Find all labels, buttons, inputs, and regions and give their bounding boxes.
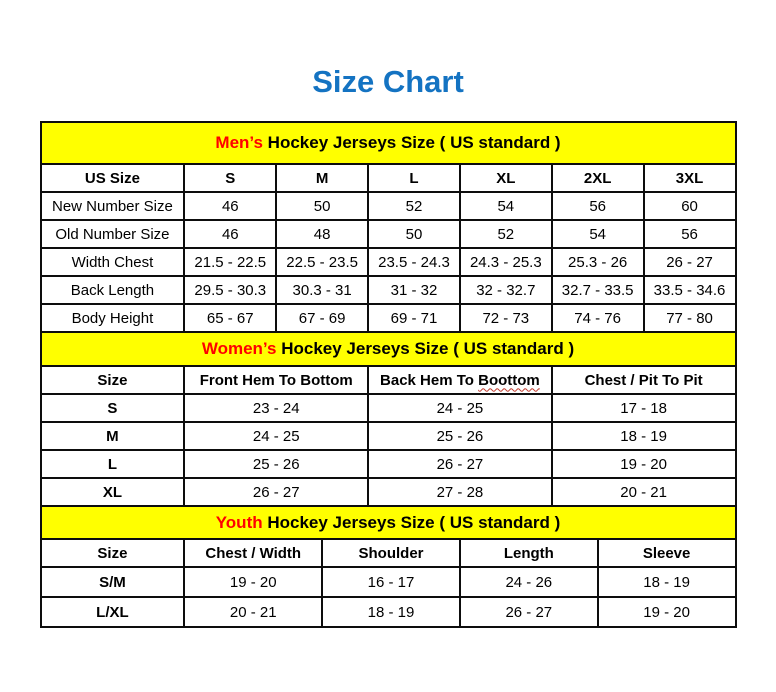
size-cell: 23 - 24 [184, 394, 368, 422]
column-header: 2XL [552, 164, 644, 192]
size-cell: 31 - 32 [368, 276, 460, 304]
table-row [41, 276, 736, 304]
size-cell: 18 - 19 [552, 422, 736, 450]
size-cell: 29.5 - 30.3 [184, 276, 276, 304]
size-cell: 56 [552, 192, 644, 220]
womens-column-header-row [41, 366, 736, 394]
size-cell: 33.5 - 34.6 [644, 276, 736, 304]
size-cell: 26 - 27 [184, 478, 368, 506]
size-cell: 16 - 17 [322, 567, 460, 597]
size-cell: 17 - 18 [552, 394, 736, 422]
table-row [41, 478, 736, 506]
misspelled-word: Boottom [478, 371, 540, 389]
column-header: Chest / Pit To Pit [552, 366, 736, 394]
size-cell: 18 - 19 [322, 597, 460, 627]
size-cell: 25 - 26 [368, 422, 552, 450]
womens-section-heading [41, 332, 736, 366]
mens-size-table [40, 121, 737, 333]
size-cell: 52 [368, 192, 460, 220]
column-header: XL [460, 164, 552, 192]
size-cell: 21.5 - 22.5 [184, 248, 276, 276]
size-cell: 60 [644, 192, 736, 220]
column-header: Sleeve [598, 539, 736, 567]
size-cell: 19 - 20 [598, 597, 736, 627]
table-row [41, 304, 736, 332]
youth-heading-highlight: Youth [215, 512, 263, 532]
row-label: L/XL [41, 597, 185, 627]
size-cell: 48 [276, 220, 368, 248]
column-header: L [368, 164, 460, 192]
size-cell: 19 - 20 [184, 567, 322, 597]
size-cell: 26 - 27 [368, 450, 552, 478]
youth-banner-row [41, 506, 736, 539]
size-cell: 25.3 - 26 [552, 248, 644, 276]
table-row [41, 450, 736, 478]
size-cell: 77 - 80 [644, 304, 736, 332]
size-cell: 50 [368, 220, 460, 248]
womens-size-table [40, 331, 737, 507]
column-header: Shoulder [322, 539, 460, 567]
size-cell: 72 - 73 [460, 304, 552, 332]
size-cell: 19 - 20 [552, 450, 736, 478]
table-row [41, 248, 736, 276]
youth-heading-rest: Hockey Jerseys Size ( US standard ) [262, 512, 561, 532]
size-cell: 46 [184, 220, 276, 248]
size-cell: 67 - 69 [276, 304, 368, 332]
size-cell: 30.3 - 31 [276, 276, 368, 304]
row-label: L [41, 450, 185, 478]
size-cell: 26 - 27 [460, 597, 598, 627]
womens-heading-rest: Hockey Jerseys Size ( US standard ) [276, 339, 575, 358]
row-label: Body Height [41, 304, 185, 332]
womens-heading-highlight: Women’s [201, 339, 277, 358]
column-header: M [276, 164, 368, 192]
size-tables-container [40, 121, 737, 628]
size-cell: 24 - 25 [184, 422, 368, 450]
column-header: Front Hem To Bottom [184, 366, 368, 394]
mens-section-heading [41, 122, 736, 164]
column-header: US Size [41, 164, 185, 192]
size-cell: 20 - 21 [184, 597, 322, 627]
size-cell: 23.5 - 24.3 [368, 248, 460, 276]
size-cell: 18 - 19 [598, 567, 736, 597]
column-header: Chest / Width [184, 539, 322, 567]
size-cell: 25 - 26 [184, 450, 368, 478]
table-row [41, 597, 736, 627]
mens-column-header-row [41, 164, 736, 192]
mens-heading-highlight: Men’s [215, 133, 263, 152]
youth-column-header-row [41, 539, 736, 567]
table-row [41, 422, 736, 450]
row-label: New Number Size [41, 192, 185, 220]
size-cell: 69 - 71 [368, 304, 460, 332]
column-header: Length [460, 539, 598, 567]
row-label: XL [41, 478, 185, 506]
table-row [41, 192, 736, 220]
size-cell: 54 [460, 192, 552, 220]
table-row [41, 567, 736, 597]
size-cell: 20 - 21 [552, 478, 736, 506]
row-label: Old Number Size [41, 220, 185, 248]
size-cell: 24.3 - 25.3 [460, 248, 552, 276]
size-cell: 32.7 - 33.5 [552, 276, 644, 304]
column-header: Size [41, 366, 185, 394]
column-header: Size [41, 539, 185, 567]
size-cell: 74 - 76 [552, 304, 644, 332]
table-row [41, 394, 736, 422]
column-header: 3XL [644, 164, 736, 192]
size-cell: 24 - 26 [460, 567, 598, 597]
row-label: S [41, 394, 185, 422]
size-cell: 50 [276, 192, 368, 220]
size-cell: 24 - 25 [368, 394, 552, 422]
size-cell: 54 [552, 220, 644, 248]
youth-section-heading [41, 506, 736, 539]
youth-size-table [40, 505, 737, 628]
size-cell: 65 - 67 [184, 304, 276, 332]
size-cell: 27 - 28 [368, 478, 552, 506]
row-label: S/M [41, 567, 185, 597]
size-cell: 52 [460, 220, 552, 248]
womens-banner-row [41, 332, 736, 366]
column-header: S [184, 164, 276, 192]
row-label: M [41, 422, 185, 450]
mens-banner-row [41, 122, 736, 164]
size-cell: 22.5 - 23.5 [276, 248, 368, 276]
row-label: Width Chest [41, 248, 185, 276]
page-title: Size Chart [312, 64, 464, 99]
column-header: Back Hem To Boottom [368, 366, 552, 394]
table-row [41, 220, 736, 248]
size-cell: 56 [644, 220, 736, 248]
row-label: Back Length [41, 276, 185, 304]
size-cell: 26 - 27 [644, 248, 736, 276]
mens-heading-rest: Hockey Jerseys Size ( US standard ) [262, 133, 561, 152]
size-cell: 46 [184, 192, 276, 220]
size-cell: 32 - 32.7 [460, 276, 552, 304]
